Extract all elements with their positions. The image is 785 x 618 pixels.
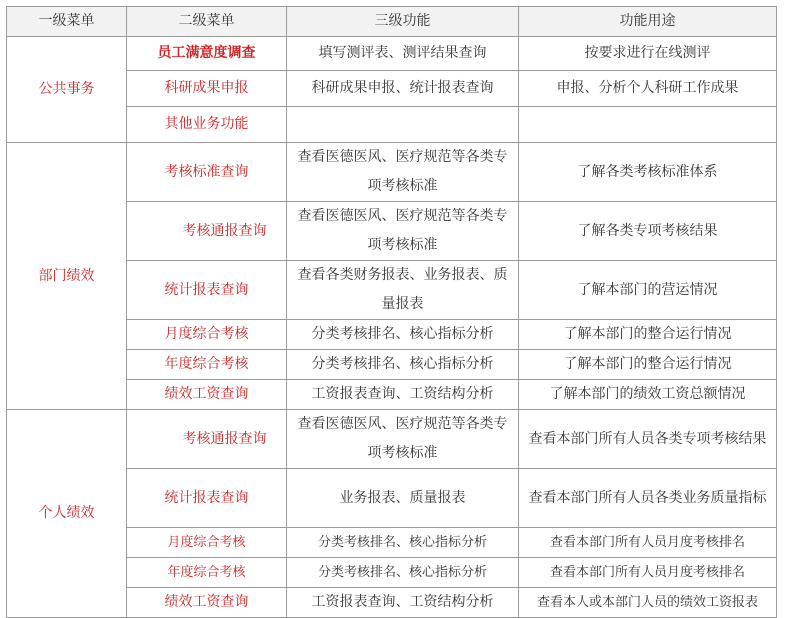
- function-cell: 工资报表查询、工资结构分析: [287, 380, 519, 410]
- function-cell: 分类考核排名、核心指标分析: [287, 528, 519, 558]
- purpose-cell: 按要求进行在线测评: [519, 37, 777, 71]
- menu-item: 考核标准查询: [127, 143, 287, 202]
- purpose-cell: 查看本部门所有人员各类专项考核结果: [519, 410, 777, 469]
- function-cell: 填写测评表、测评结果查询: [287, 37, 519, 71]
- menu-item: 统计报表查询: [127, 469, 287, 528]
- purpose-cell: 查看本部门所有人员月度考核排名: [519, 558, 777, 588]
- menu-item: 月度综合考核: [127, 320, 287, 350]
- header-level3: 三级功能: [287, 7, 519, 37]
- function-cell: 查看医德医风、医疗规范等各类专项考核标准: [287, 410, 519, 469]
- purpose-cell: 了解本部门的营运情况: [519, 261, 777, 320]
- purpose-cell: 申报、分析个人科研工作成果: [519, 71, 777, 107]
- function-cell: [287, 107, 519, 143]
- purpose-cell: [519, 107, 777, 143]
- purpose-cell: 查看本人或本部门人员的绩效工资报表: [519, 588, 777, 618]
- group-personal: 个人绩效: [7, 410, 127, 618]
- function-cell: 分类考核排名、核心指标分析: [287, 558, 519, 588]
- function-cell: 工资报表查询、工资结构分析: [287, 588, 519, 618]
- menu-function-table: [6, 6, 777, 618]
- group-public: 公共事务: [7, 37, 127, 143]
- purpose-cell: 了解各类专项考核结果: [519, 202, 777, 261]
- purpose-cell: 了解本部门的整合运行情况: [519, 350, 777, 380]
- purpose-cell: 了解本部门的整合运行情况: [519, 320, 777, 350]
- purpose-cell: 查看本部门所有人员各类业务质量指标: [519, 469, 777, 528]
- menu-item: 统计报表查询: [127, 261, 287, 320]
- purpose-cell: 了解各类考核标准体系: [519, 143, 777, 202]
- menu-item: 年度综合考核: [127, 558, 287, 588]
- menu-item: 考核通报查询: [127, 410, 287, 469]
- table-row: [7, 410, 777, 469]
- header-row: [7, 7, 777, 37]
- menu-item: 员工满意度调查: [127, 37, 287, 71]
- menu-item: 其他业务功能: [127, 107, 287, 143]
- header-level2: 二级菜单: [127, 7, 287, 37]
- function-cell: 分类考核排名、核心指标分析: [287, 320, 519, 350]
- function-cell: 查看各类财务报表、业务报表、质量报表: [287, 261, 519, 320]
- purpose-cell: 了解本部门的绩效工资总额情况: [519, 380, 777, 410]
- function-cell: 业务报表、质量报表: [287, 469, 519, 528]
- menu-item: 考核通报查询: [127, 202, 287, 261]
- group-dept: 部门绩效: [7, 143, 127, 410]
- function-cell: 查看医德医风、医疗规范等各类专项考核标准: [287, 202, 519, 261]
- menu-item: 年度综合考核: [127, 350, 287, 380]
- table-row: [7, 37, 777, 71]
- menu-item: 绩效工资查询: [127, 588, 287, 618]
- table-row: [7, 143, 777, 202]
- function-cell: 分类考核排名、核心指标分析: [287, 350, 519, 380]
- header-level1: 一级菜单: [7, 7, 127, 37]
- function-cell: 科研成果申报、统计报表查询: [287, 71, 519, 107]
- purpose-cell: 查看本部门所有人员月度考核排名: [519, 528, 777, 558]
- header-purpose: 功能用途: [519, 7, 777, 37]
- menu-item: 绩效工资查询: [127, 380, 287, 410]
- menu-item: 月度综合考核: [127, 528, 287, 558]
- function-cell: 查看医德医风、医疗规范等各类专项考核标准: [287, 143, 519, 202]
- menu-item: 科研成果申报: [127, 71, 287, 107]
